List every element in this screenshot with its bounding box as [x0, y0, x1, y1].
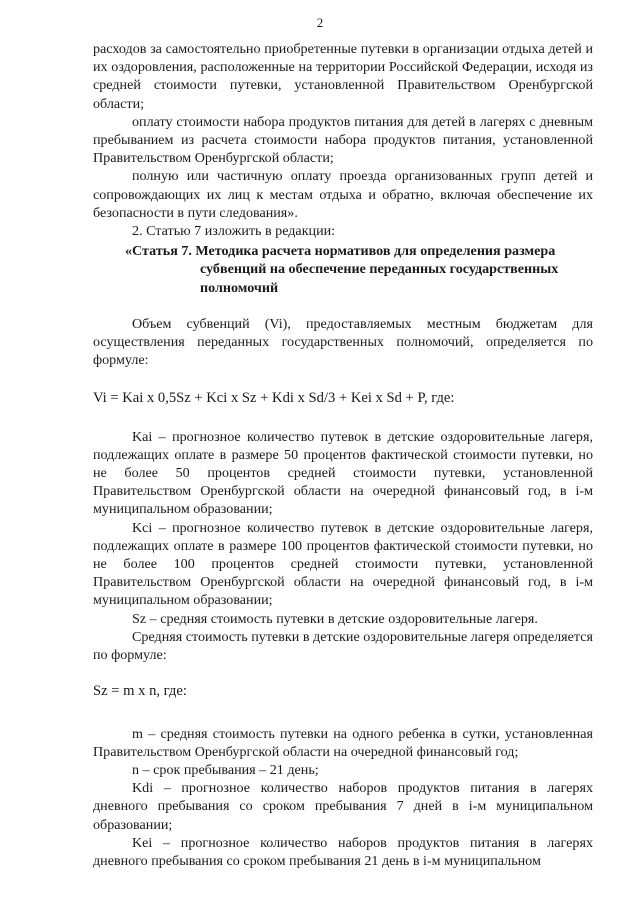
paragraph-subvention-volume: Объем субвенций (Vi), предоставляемых местным бюджетам для осуществления переданных государственных полномочий, определяется по формуле: [93, 315, 593, 369]
paragraph-amendment-item: 2. Статью 7 изложить в редакции: [132, 223, 336, 240]
paragraph-average-cost: Средняя стоимость путевки в детские оздоровительные лагеря определяется по формуле: [93, 628, 593, 664]
definition-kdi: Kdi – прогнозное количество наборов продуктов питания в лагерях дневного пребывания со сроком пребывания 7 дней в i-м муниципальном образовании; [93, 780, 593, 833]
definition-kci: Kci – прогнозное количество путевок в детские оздоровительные лагеря, подлежащих оплате в размере 100 процентов фактической стоимости путевки, но не более 100 процентов средней стоимости путевки, установленной Правительством Оренбургской области на очередной финансовый год, в i-м муниципальном образовании; [93, 519, 593, 609]
definition-sz: Sz – средняя стоимость путевки в детские оздоровительные лагеря. [132, 610, 538, 627]
formula-vi: Vi = Kai x 0,5Sz + Kci x Sz + Kdi x Sd/3 + Kei x Sd + P, где: [93, 390, 455, 407]
definition-kai: Kai – прогнозное количество путевок в детские оздоровительные лагеря, подлежащих оплате в размере 50 процентов фактической стоимости путевки, но не более 50 процентов средней стоимости путевки, установленной Правительством Оренбургской области на очередной финансовый год, в i-м муниципальном образовании; [93, 428, 593, 518]
page-number: 2 [316, 15, 324, 30]
definition-m: m – средняя стоимость путевки на одного ребенка в сутки, установленная Правительством Оренбургской области на очередной финансовый год; [93, 725, 593, 760]
formula-sz: Sz = m x n, где: [93, 683, 187, 700]
paragraph-food-payment: оплату стоимости набора продуктов питания для детей в лагерях с дневным пребыванием из расчета стоимости набора продуктов питания, установленной Правительством Оренбургской области; [93, 113, 593, 167]
definition-n: n – срок пребывания – 21 день; [132, 761, 319, 778]
article-7-heading-continued: субвенций на обеспечение переданных государственных полномочий [200, 261, 559, 296]
article-7-heading: «Статья 7. Методика расчета нормативов для определения размера [125, 243, 556, 260]
document-body [93, 40, 593, 870]
paragraph-travel-payment: полную или частичную оплату проезда организованных групп детей и сопровождающих их лиц к местам отдыха и обратно, включая обеспечение их безопасности в пути следования». [93, 168, 593, 221]
paragraph-expenses-tail: расходов за самостоятельно приобретенные путевки в организации отдыха детей и их оздоровления, расположенные на территории Российской Федерации, исходя из средней стоимости путевки, установленной Правительством Оренбургской области; [93, 41, 593, 112]
definition-kei: Kei – прогнозное количество наборов продуктов питания в лагерях дневного пребывания со сроком пребывания 21 день в i-м муниципальном [93, 834, 593, 869]
